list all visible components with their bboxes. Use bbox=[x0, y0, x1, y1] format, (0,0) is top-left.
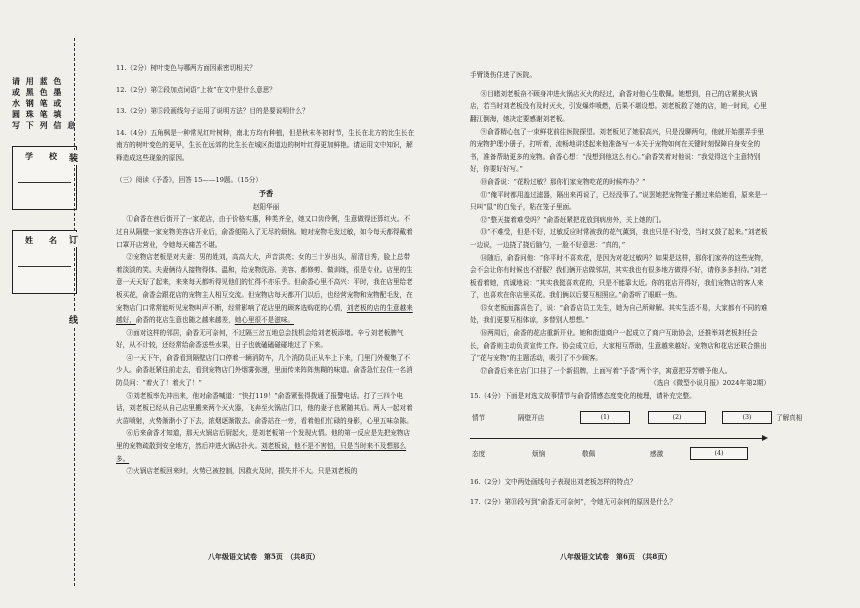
paragraph-6-underline: 刘老板说，他不是不害怕，只是当时来不及想那么多。 bbox=[116, 442, 407, 463]
diagram-plot-start: 隔壁开店 bbox=[518, 413, 545, 422]
paragraph-7: ⑦火锅店老板回来时，火势已被控制，因救火及时，损失并不大。只是刘老板的 bbox=[126, 467, 358, 476]
paragraph-2-underline-b: 她心里很不是滋味。 bbox=[234, 316, 295, 325]
paragraph-10: ⑩俞香说：“花粉过敏？那你们家宠物吃花的时候咋办？” bbox=[480, 177, 646, 186]
paragraph-14: ⑭随后，俞香问他：“你平时不喜欢花，是因为对花过敏吗？如果是这样，那你们家养的这些宠物，会不会让你有时候也不舒服？我们俩开店做邻居，其实我也有很多地方做得不好，请你多多担待。”刘老板看着她，真诚地说：“其实我挺喜欢花的，只是不能靠太近。你的花店开得好，我们宠物店的客人来了，也喜欢在你店里买花。我们俩以后要互相照应。”俞香听了眼眶一热。 bbox=[470, 253, 768, 300]
diagram-attitude-c: 感激 bbox=[650, 449, 664, 458]
question-17: 17.（2分）第⑬段写到“俞香无可奈何”，令她无可奈何的原因是什么？ bbox=[470, 498, 677, 507]
paragraph-3-text-b: 辛亏刘老板脾气好，从不计较，还经常给俞香送些水果，日子也就磕磕碰碰地过了下来。 bbox=[116, 328, 404, 350]
diagram-row-label-plot: 情节 bbox=[472, 413, 486, 422]
diagram-attitude-a: 烦恼 bbox=[532, 449, 546, 458]
notice-line: 圆 珠 笔 填 bbox=[12, 109, 63, 119]
paragraph-15: ⑮女老板面露喜色了，说：“俞香店员工先生，她为自己所辩解。其实生活不易，大家都有不同的难处，我们更要互相体谅，多替别人想想。” bbox=[470, 303, 768, 325]
paragraph-2 bbox=[116, 251, 416, 327]
paragraph-17: ⑰俞香后来在店门口挂了一个新招牌，上面写着“予香”两个字，寓意把芬芳赠予他人。 bbox=[480, 366, 732, 375]
notice-line: 请 用 蓝 色 bbox=[12, 76, 63, 86]
plot-emotion-diagram bbox=[470, 408, 803, 470]
paragraph-5: ⑤刘老板率先冲出来，他对俞香喊道：“快打119！”俞香紧张得拨通了报警电话。打了三四个电话，刘老板已经从自己店里搬来两个灭火器，飞奔至火锅店门口，他的妻子也紧随其后。两人一起对着火苗喷射，火势渐渐小了下去，浓烟逐渐散去。俞香站在一旁，看着他们忙碌的身影，心里五味杂陈。 bbox=[116, 391, 413, 425]
binding-margin bbox=[0, 0, 90, 608]
fill-in-notice bbox=[12, 76, 77, 131]
diagram-blank-3[interactable]: (3) bbox=[722, 411, 772, 424]
notice-line: 或 黑 色 墨 bbox=[12, 87, 63, 97]
page-5-column bbox=[116, 62, 416, 478]
paragraph-9: ⑨俞香精心包了一束鲜花前往医院探望。刘老板见了她很高兴，只是没聊两句，他就开始摆弄手里的宠物护理小册子，打听着，流畅地讲述起来他准备写一本关于宠物如何在关键时刻保障自身安全的书，准备帮助更多的宠物。俞香心想：“没想到他这么有心。”俞香笑着对他说：“我觉得这个主意特别好，你要好好写。” bbox=[470, 127, 765, 174]
school-field[interactable] bbox=[12, 146, 77, 210]
paragraph-1: ①俞香在巷后街开了一家花店，由于价格实惠，种类齐全，她又口齿伶俐，生意做得还算红火。不过自从隔壁一家宠物美容店开业后，俞香便陷入了无尽的烦恼。她对宠物毛发过敏，如今每天都得戴着口罩开店营业，令她每天痛苦不堪。 bbox=[116, 215, 413, 249]
name-field[interactable] bbox=[12, 230, 77, 294]
paragraph-11: ⑪“俺平时都用盖过滤器，隔出来再说了，已经没事了。”说罢她把宠物笼子搬过来给她看，原来是一只叫“鼠”的白兔子，粘在笼子里面。 bbox=[470, 190, 768, 212]
paragraph-2-text-b: 俞香的花店生意也随之越来越差， bbox=[135, 316, 235, 325]
diagram-blank-2[interactable]: (2) bbox=[648, 411, 706, 424]
paragraph-7-continued: 手臂烫伤住进了医院。 bbox=[470, 70, 536, 79]
paragraph-3-text: ③面对这样的邻居，俞香无可奈何，不过隔三岔五地总会找机会给刘老板添堵。 bbox=[126, 328, 358, 337]
article-author: 赵阳华丽 bbox=[252, 202, 280, 211]
seal-char-zhuang: 装 bbox=[69, 150, 78, 165]
question-11: 11.（2分）树叶变色与哪两方面因素密切相关？ bbox=[116, 64, 256, 72]
paragraph-4: ④一天下午，俞香看到隔壁店门口停着一辆消防车，几个消防员正从车上下来，门里门外聚集了不少人。俞香赶紧往前走去，看到宠物店门外烟雾弥漫，里面传来阵阵焦糊的味道。俞香急忙拉住一名消防员问：“着火了！着火了！” bbox=[116, 353, 413, 388]
paragraph-13: ⑬“不难受，但是不好，过敏反应时常被我的花气薰到，我也只是不好受，当时又鼓了起来。”刘老板一边说，一边挠了挠后脑勺，一脸不好意思：“真的，” bbox=[470, 228, 768, 249]
question-16: 16.（2分）文中两处画线句子表现出刘老板怎样的特点？ bbox=[470, 477, 637, 486]
arrow-head-icon bbox=[762, 435, 768, 441]
paragraph-6-text: ⑥后来俞香才知道，那天火锅店后厨起火，是刘老板第一个发现火情。他的第一反应是先把宠物店里的宠物疏散到安全地方，然后冲进火锅店扑火。 bbox=[116, 429, 411, 451]
reading-section-header: （三）阅读《予香》，回答 15——19题。（15分） bbox=[116, 175, 262, 184]
paragraph-12: ⑫“整天接着难受吗？”俞香赶紧把花放到病房外，关上她的门。 bbox=[480, 215, 666, 224]
question-15: 15.（4分）下面是对选文故事情节与俞香情感态度变化的梳理，请补充完整。 bbox=[470, 392, 696, 401]
page-6-column bbox=[470, 62, 803, 518]
question-14: 14.（4分）五角枫是一种常见红叶树种，南北方均有种植，但是秋末冬初时节，生长在北方的比生长在南方的树叶变色的更早，生长在远郊的比生长在城区街道边的树叶红得更加鲜艳。请运用文中知识，解释造成这些现象的原因。 bbox=[116, 128, 415, 162]
diagram-blank-4[interactable]: (4) bbox=[690, 447, 748, 460]
paragraph-8: ⑧目睹刘老板奋不顾身冲进火锅店灭火的经过，俞香对他心生敬佩。她想到，自己的店紧挨火锅店，若当时刘老板没有及时灭火，引发爆炸喷燃，后果不堪设想。刘老板救了她的店，她一时间，心里翻江倒海，她决定要感谢刘老板。 bbox=[470, 89, 767, 123]
name-input-area[interactable] bbox=[18, 266, 71, 289]
paragraph-3 bbox=[116, 327, 416, 352]
seal-char-ding: 订 bbox=[69, 232, 78, 247]
school-input-area[interactable] bbox=[18, 182, 71, 205]
notice-line: 写 下 列 信 息 bbox=[12, 120, 77, 130]
article-source: （选自《微型小说月报》2024年第2期） bbox=[650, 379, 770, 388]
school-label: 学 校 bbox=[25, 151, 57, 161]
seal-char-xian: 线 bbox=[69, 312, 78, 327]
question-12: 12.（2分）第②段加点词语“上妆”在文中是什么意思？ bbox=[116, 85, 276, 94]
paragraph-6 bbox=[116, 427, 416, 465]
paragraph-16: ⑯两周后，俞香的花店重新开业。她和街道商户一起成立了商户互助协会，还推举刘老板担任会长，俞香则主动负责宣传工作。协会成立后，大家相互帮助，生意越来越好。宠物店和花店还联合推出了“花与宠物”的主题活动，吸引了不少顾客。 bbox=[470, 329, 767, 363]
question-13: 13.（2分）第⑤段画线句子运用了说明方法？目的是要说明什么？ bbox=[116, 107, 309, 116]
paragraph-2-underline: 刘老板的店的生意越来越好， bbox=[116, 303, 413, 325]
footer-page-5: 八年级语文试卷 第5页 （共8页） bbox=[208, 552, 320, 561]
diagram-attitude-b: 敬佩 bbox=[582, 449, 596, 458]
name-label: 姓 名 bbox=[25, 235, 57, 245]
diagram-timeline-arrow bbox=[470, 438, 762, 439]
diagram-row-label-attitude: 态度 bbox=[472, 449, 486, 458]
article-title: 予香 bbox=[258, 189, 274, 199]
diagram-plot-end: 了解真相 bbox=[776, 413, 803, 422]
footer-page-6: 八年级语文试卷 第6页 （共8页） bbox=[560, 552, 672, 561]
paragraph-2-text: ②宠物店老板是对夫妻：男的姓刘，高高大大，声音洪亮；女的三十岁出头，眉清目秀，脸上总带着淡淡的笑。夫妻俩待人接物得体、温和，给宠物洗浴、美容、都修剪、做训练，很是专业。店里的生意一天天好了起来，来来每天都听得见他们的忙得不亦乐乎。但俞香心里不高兴：平时，我在店里给老板买花，俞香会跟花店的宠物主人相互交流。但宠物店每天都开门以后，也经营宠物和宠物配毛发，在宠物店门口常常能听见宠物叫声不断，经常影响了花店里的顾客选购花的心情， bbox=[116, 253, 413, 312]
notice-line: 水 钢 笔 或 bbox=[12, 98, 63, 108]
diagram-blank-1[interactable]: (1) bbox=[580, 411, 630, 424]
